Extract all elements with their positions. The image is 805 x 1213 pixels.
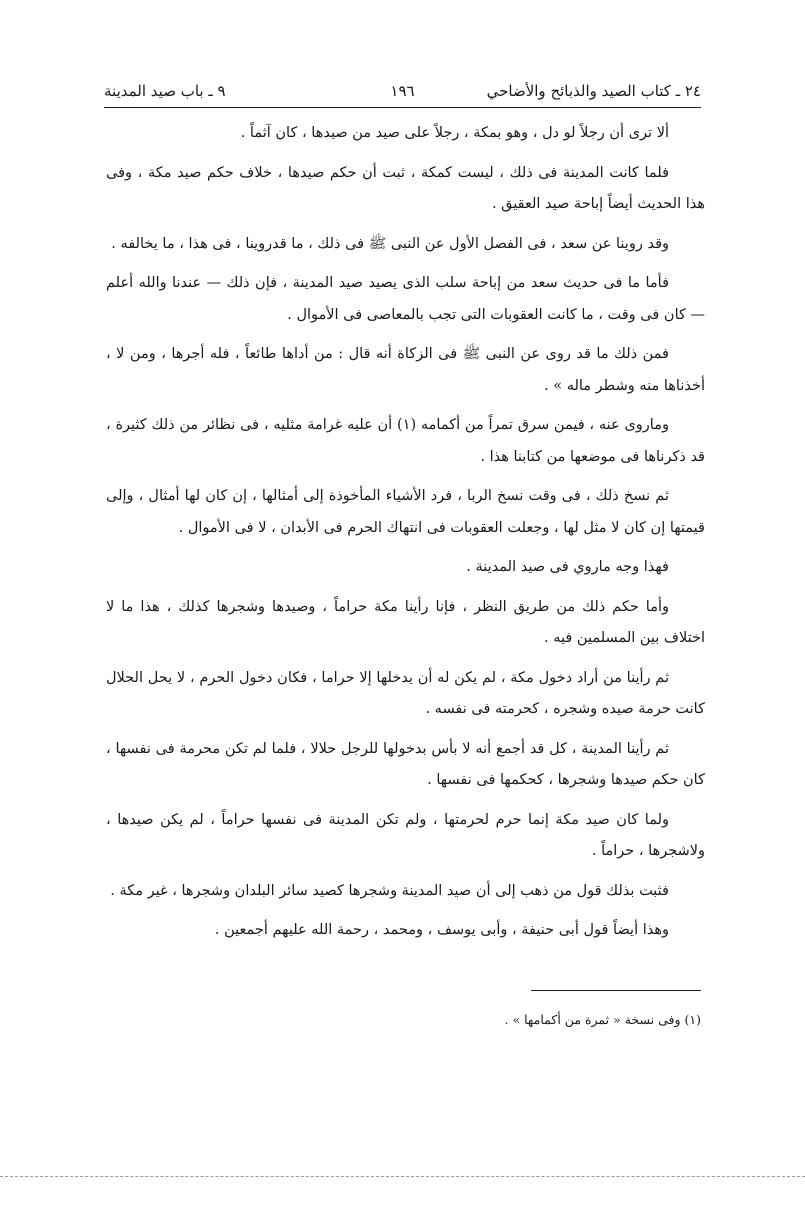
scan-edge-line [0,1176,805,1177]
paragraph: فأما ما فى حديث سعد من إباحة سلب الذى يصيد صيد المدينة ، فإن ذلك — عندنا والله أعلم — كان فى وقت ، ما كانت العقوبات التى تجب بالمعاصى فى الأموال . [106,275,705,323]
header-divider [104,107,701,108]
paragraph: وماروى عنه ، فيمن سرق تمراً من أكمامه (١) أن عليه غرامة مثليه ، فى نظائر من ذلك كثيرة ، قد ذكرناها فى موضعها من كتابنا هذا . [106,417,705,465]
paragraph: وأما حكم ذلك من طريق النظر ، فإنا رأينا مكة حراماً ، وصيدها وشجرها كذلك ، هذا ما لا اختلاف بين المسلمين فيه . [106,598,705,646]
paragraph: فثبت بذلك قول من ذهب إلى أن صيد المدينة وشجرها كصيد سائر البلدان وشجرها ، غير مكة . [110,882,669,899]
paragraph: ثم رأينا المدينة ، كل قد أجمع أنه لا بأس بدخولها للرجل حلالا ، فلما لم تكن محرمة فى نفسها ، كان حكم صيدها وشجرها ، كحكمها فى نفسها . [106,740,705,788]
paragraph: ثم نسخ ذلك ، فى وقت نسخ الربا ، فرد الأشياء المأخوذة إلى أمثالها ، إن كان لها أمثال ، وإلى قيمتها إن كان لا مثل لها ، وجعلت العقوبات فى انتهاك الحرم فى الأبدان ، لا فى الأموال . [106,488,705,536]
footnote: (١) وفى نسخة « ثمرة من أكمامها » . [504,1012,701,1027]
footnote-divider [531,990,701,991]
paragraph: فلما كانت المدينة فى ذلك ، ليست كمكة ، ثبت أن حكم صيدها ، خلاف حكم صيد مكة ، وفى هذا الحديث أيضاً إباحة صيد العقيق . [106,164,705,212]
paragraph: ثم رأينا من أراد دخول مكة ، لم يكن له أن يدخلها إلا حراما ، فكان دخول الحرم ، لا يحل الحلال كانت حرمة صيده وشجره ، كحرمته فى نفسه . [106,669,705,717]
paragraph: فهذا وجه ماروي فى صيد المدينة . [466,559,669,575]
running-header [104,82,701,104]
paragraph: وهذا أيضاً قول أبى حنيفة ، وأبى يوسف ، ومحمد ، رحمة الله عليهم أجمعين . [214,922,669,938]
paragraph: وقد روينا عن سعد ، فى الفصل الأول عن النبى ﷺ فى ذلك ، ما قدروينا ، فى هذا ، ما يخالفه . [111,235,669,252]
paragraph: فمن ذلك ما قد روى عن النبى ﷺ فى الزكاة أنه قال : من أداها طائعاً ، فله أجرها ، ومن لا ، أخذناها منه وشطر ماله » . [106,346,705,394]
section-title: ٩ ـ باب صيد المدينة [104,82,226,100]
paragraph: ولما كان صيد مكة إنما حرم لحرمتها ، ولم تكن المدينة فى نفسها حراماً ، لم يكن صيدها ، ولاشجرها ، حراماً . [106,811,705,859]
paragraph: ألا ترى أن رجلاً لو دل ، وهو بمكة ، رجلاً على صيد من صيدها ، كان آثماً . [240,125,669,141]
page-number: ١٩٦ [390,82,415,100]
main-text [106,118,705,955]
chapter-title: ٢٤ ـ كتاب الصيد والذبائح والأضاحي [486,82,701,100]
